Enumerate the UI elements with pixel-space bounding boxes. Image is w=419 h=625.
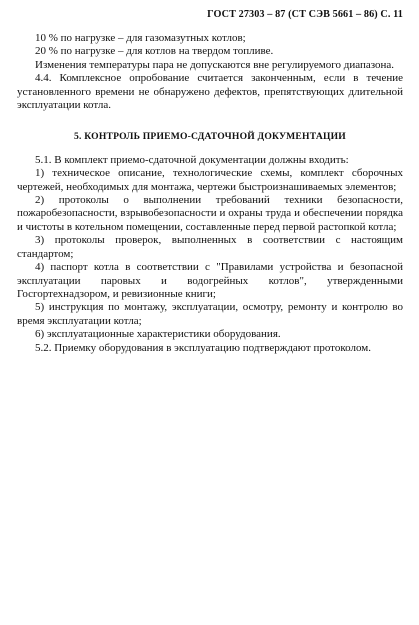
list-item-2: 2) протоколы о выполнении требований техники безопасности, пожаробезопасности, взрывобезопасности и охраны труда и обеспечении порядка и чистоты в котельном помещении, составленные перед первой растопкой котла; [17,194,403,233]
paragraph-load-gas: 10 % по нагрузке – для газомазутных котлов; [35,32,246,44]
section-5-title: 5. КОНТРОЛЬ ПРИЕМО-СДАТОЧНОЙ ДОКУМЕНТАЦИИ [74,131,346,143]
paragraph-steam-temp: Изменения температуры пара не допускаются вне регулируемого диапазона. [35,58,395,71]
page-body [17,32,403,355]
paragraph-load-solid: 20 % по нагрузке – для котлов на твердом топливе. [35,45,274,58]
list-item-6: 6) эксплуатационные характеристики оборудования. [35,328,281,341]
paragraph-4-4: 4.4. Комплексное опробование считается законченным, если в течение установленного времени не обнаружено дефектов, препятствующих длительной эксплуатации котла. [17,72,403,112]
running-header: ГОСТ 27303 – 87 (СТ СЭВ 5661 – 86) С. 11 [207,9,403,20]
list-item-5: 5) инструкция по монтажу, эксплуатации, осмотру, ремонту и контролю во время эксплуатации котла; [17,301,403,327]
paragraph-5-1: 5.1. В комплект приемо-сдаточной документации должны входить: [35,153,349,166]
list-item-4: 4) паспорт котла в соответствии с "Правилами устройства и безопасной эксплуатации паровых и водогрейных котлов", утвержденными Госгортехнадзором, и ревизионные книги; [17,261,403,300]
list-item-1: 1) техническое описание, технологические схемы, комплект сборочных чертежей, необходимых для монтажа, чертежи быстроизнашиваемых элементов; [17,167,403,193]
list-item-3: 3) протоколы проверок, выполненных в соответствии с настоящим стандартом; [17,234,403,260]
paragraph-5-2: 5.2. Приемку оборудования в эксплуатацию подтверждают протоколом. [35,341,371,354]
